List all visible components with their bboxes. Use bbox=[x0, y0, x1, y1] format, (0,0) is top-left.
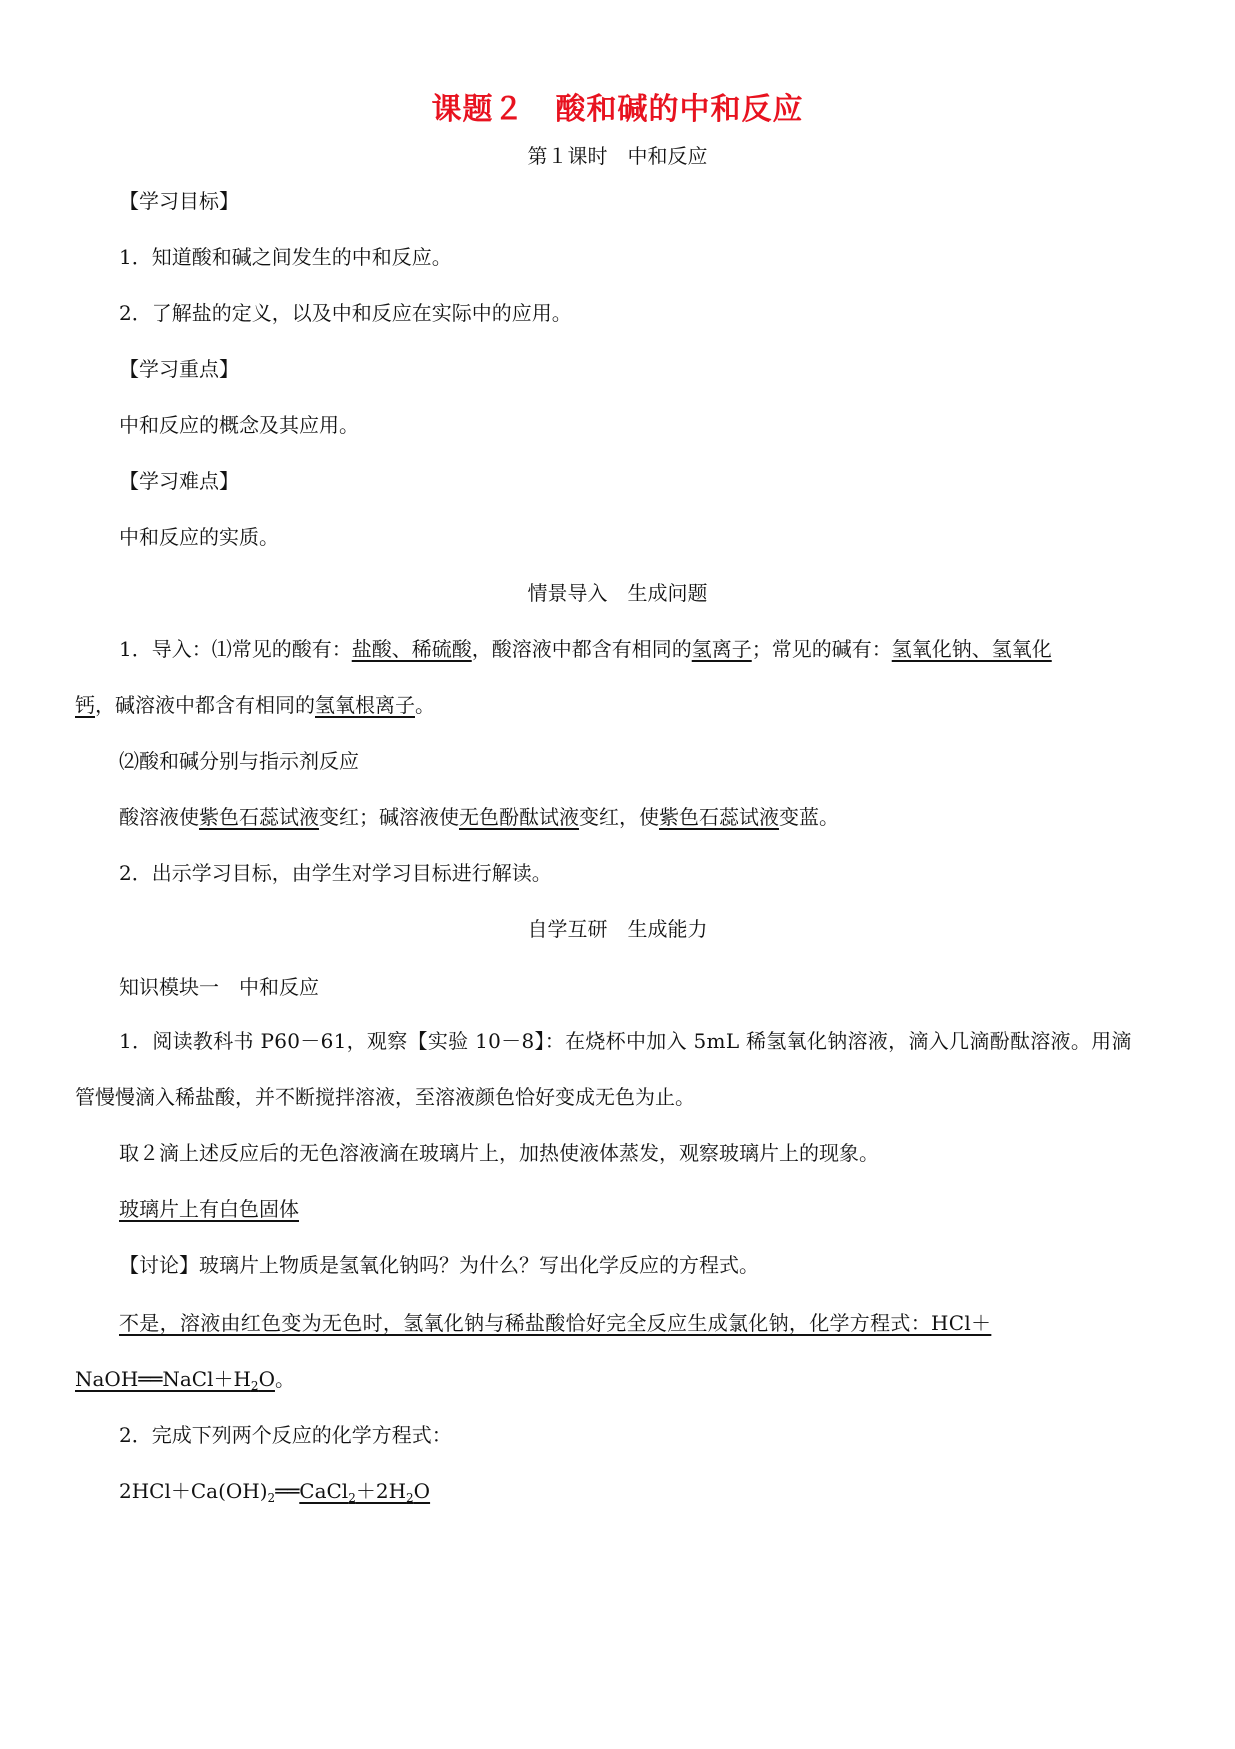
lesson-subtitle: 第１课时 中和反应 bbox=[527, 144, 708, 168]
discussion-prompt: 【讨论】玻璃片上物质是氢氧化钠吗？为什么？写出化学反应的方程式。 bbox=[119, 1253, 759, 1277]
goal-item-2: 2．了解盐的定义，以及中和反应在实际中的应用。 bbox=[119, 301, 572, 325]
intro-text: 。 bbox=[415, 693, 435, 717]
difficulty-text: 中和反应的实质。 bbox=[119, 525, 279, 549]
indicator-text: 变红，使 bbox=[579, 805, 659, 829]
goal-item-1: 1．知道酸和碱之间发生的中和反应。 bbox=[119, 245, 452, 269]
equation-line bbox=[0, 1475, 1235, 1505]
equation-rhs-blank bbox=[299, 1479, 430, 1503]
difficulty-heading: 【学习难点】 bbox=[119, 469, 239, 493]
answer-blank: 玻璃片上有白色固体 bbox=[119, 1197, 299, 1221]
equation-part: CaCl bbox=[299, 1479, 349, 1503]
page-title: 课题２ 酸和碱的中和反应 bbox=[431, 92, 804, 127]
discussion-answer-line-1 bbox=[0, 1307, 1235, 1336]
intro-paragraph-line-1 bbox=[0, 633, 1235, 662]
period: 。 bbox=[274, 1367, 295, 1391]
intro-text: ，酸溶液中都含有相同的 bbox=[471, 637, 692, 661]
equation-part: ＋2H bbox=[355, 1479, 407, 1503]
answer-blank: 紫色石蕊试液 bbox=[659, 805, 779, 829]
equation-lhs: 2HCl＋Ca(OH) bbox=[119, 1479, 268, 1503]
evaporation-paragraph: 取２滴上述反应后的无色溶液滴在玻璃片上，加热使液体蒸发，观察玻璃片上的现象。 bbox=[119, 1141, 879, 1165]
intro-text: ；常见的碱有： bbox=[751, 637, 892, 661]
goals-heading: 【学习目标】 bbox=[119, 189, 239, 213]
indicator-text: 变蓝。 bbox=[779, 805, 839, 829]
equation-part: NaOH══NaCl＋H bbox=[75, 1367, 251, 1391]
subscript: 2 bbox=[267, 1491, 276, 1505]
section-heading-intro: 情景导入 生成问题 bbox=[527, 581, 708, 605]
indicator-text: 酸溶液使 bbox=[119, 805, 199, 829]
section-heading-self-study: 自学互研 生成能力 bbox=[527, 917, 708, 941]
answer-blank: 无色酚酞试液 bbox=[459, 805, 579, 829]
equation-part: O bbox=[258, 1367, 275, 1391]
equation-instruction: 2．完成下列两个反应的化学方程式： bbox=[119, 1423, 452, 1447]
indicator-subheading: ⑵酸和碱分别与指示剂反应 bbox=[119, 749, 359, 773]
focus-heading: 【学习重点】 bbox=[119, 357, 239, 381]
answer-blank: 不是，溶液由红色变为无色时，氢氧化钠与稀盐酸恰好完全反应生成氯化钠，化学方程式：HCl＋ bbox=[119, 1311, 992, 1335]
discussion-answer-line-2 bbox=[0, 1363, 1235, 1393]
answer-blank: 氢氧根离子 bbox=[315, 693, 415, 717]
intro-text: ，碱溶液中都含有相同的 bbox=[95, 693, 315, 717]
module-heading: 知识模块一 中和反应 bbox=[119, 975, 319, 999]
equation-arrow: ══ bbox=[275, 1479, 300, 1503]
answer-blank: 盐酸、稀硫酸 bbox=[351, 637, 472, 661]
indicator-text: 变红；碱溶液使 bbox=[319, 805, 459, 829]
experiment-paragraph-line-1: 1．阅读教科书 P60－61，观察【实验 10－8】：在烧杯中加入 5mL 稀氢氧化钠溶液，滴入几滴酚酞溶液。用滴 bbox=[119, 1029, 1132, 1053]
subscript: 2 bbox=[250, 1379, 259, 1393]
experiment-paragraph-line-2: 管慢慢滴入稀盐酸，并不断搅拌溶液，至溶液颜色恰好变成无色为止。 bbox=[75, 1085, 695, 1109]
goal-reading-text: 2．出示学习目标，由学生对学习目标进行解读。 bbox=[119, 861, 552, 885]
answer-blank: 紫色石蕊试液 bbox=[199, 805, 319, 829]
answer-blank: 氢氧化钠、氢氧化 bbox=[891, 637, 1052, 661]
intro-text: 1．导入：⑴常见的酸有： bbox=[119, 637, 352, 661]
subscript: 2 bbox=[348, 1491, 356, 1505]
equation-answer bbox=[75, 1367, 275, 1391]
answer-blank: 钙 bbox=[75, 693, 95, 717]
indicator-paragraph bbox=[0, 801, 1235, 830]
intro-paragraph-line-2 bbox=[0, 689, 1235, 718]
answer-blank: 氢离子 bbox=[691, 637, 752, 661]
focus-text: 中和反应的概念及其应用。 bbox=[119, 413, 359, 437]
equation-part: O bbox=[413, 1479, 431, 1503]
answer-line-white-solid bbox=[0, 1193, 1235, 1222]
subscript: 2 bbox=[406, 1491, 414, 1505]
